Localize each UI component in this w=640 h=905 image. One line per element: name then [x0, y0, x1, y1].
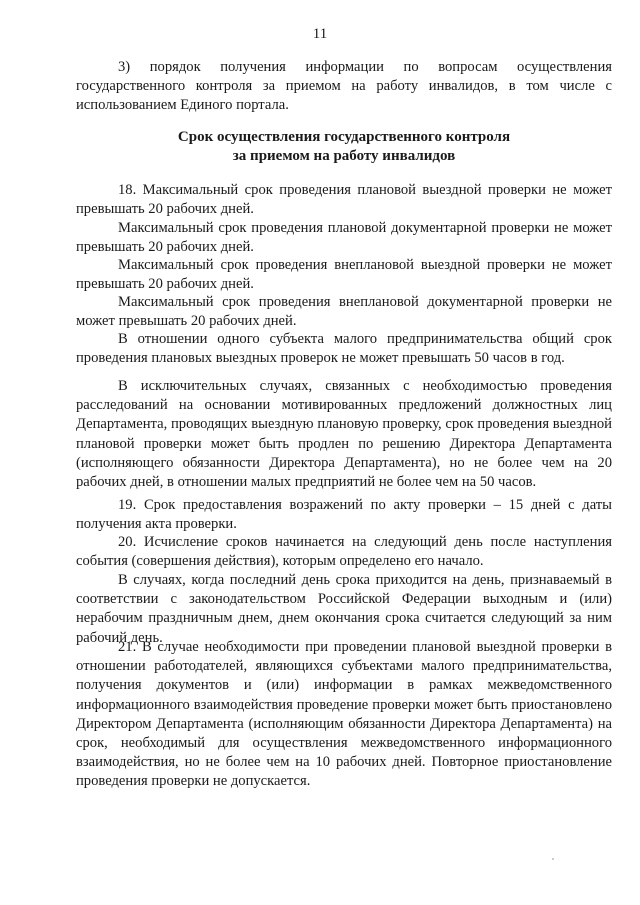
intro-paragraph: 3) порядок получения информации по вопросам осуществления государственного контроля за приемом на работу инвалидов, в том числе с использованием Единого портала. [76, 59, 612, 114]
paragraph-documentary-unplanned: Максимальный срок проведения внеплановой документарной проверки не может превышать 20 рабочих дней. [76, 294, 612, 330]
section-heading [76, 128, 612, 166]
paragraph-exceptional-cases: В исключительных случаях, связанных с необходимостью проведения расследований на основании мотивированных предложений должностных лиц Департамента, проводящих выездную плановую проверку, срок проведения выездной плановой проверки может быть продлен по решению Директора Департамента (исполняющего обязанности Директора Департамента), но не более чем на 20 рабочих дней, в отношении малых предприятий не более чем на 50 часов. [76, 378, 612, 491]
paragraph-19: 19. Срок предоставления возражений по акту проверки – 15 дней с даты получения акта проверки. [76, 497, 612, 533]
section-heading-line-1: Срок осуществления государственного контроля [177, 129, 511, 145]
scan-speck [552, 858, 554, 860]
paragraph-documentary-planned: Максимальный срок проведения плановой документарной проверки не может превышать 20 рабочих дней. [76, 220, 612, 256]
paragraph-20: 20. Исчисление сроков начинается на следующий день после наступления события (совершения действия), которым определено его начало. [76, 534, 612, 570]
page-number: 11 [312, 26, 328, 42]
paragraph-onsite-unplanned: Максимальный срок проведения внеплановой выездной проверки не может превышать 20 рабочих дней. [76, 257, 612, 293]
paragraph-small-business: В отношении одного субъекта малого предпринимательства общий срок проведения плановых выездных проверок не может превышать 50 часов в год. [76, 331, 612, 367]
paragraph-18: 18. Максимальный срок проведения плановой выездной проверки не может превышать 20 рабочих дней. [76, 182, 612, 218]
section-heading-line-2: за приемом на работу инвалидов [232, 148, 456, 164]
paragraph-21: 21. В случае необходимости при проведении плановой выездной проверки в отношении работодателей, являющихся субъектами малого предпринимательства, получения документов и (или) информации в рамках межведомственного информационного взаимодействия проведение проверки может быть приостановлено Директором Департамента (исполняющим обязанности Директора Департамента) на срок, необходимый для осуществления межведомственного информационного взаимодействия, но не более чем на 10 рабочих дней. Повторное приостановление проведения проверки не допускается. [76, 639, 612, 790]
paragraph-holidays: В случаях, когда последний день срока приходится на день, признаваемый в соответствии с законодательством Российской Федерации выходным и (или) нерабочим праздничным днем, днем окончания срока считается следующий за ним рабочий день. [76, 572, 612, 646]
